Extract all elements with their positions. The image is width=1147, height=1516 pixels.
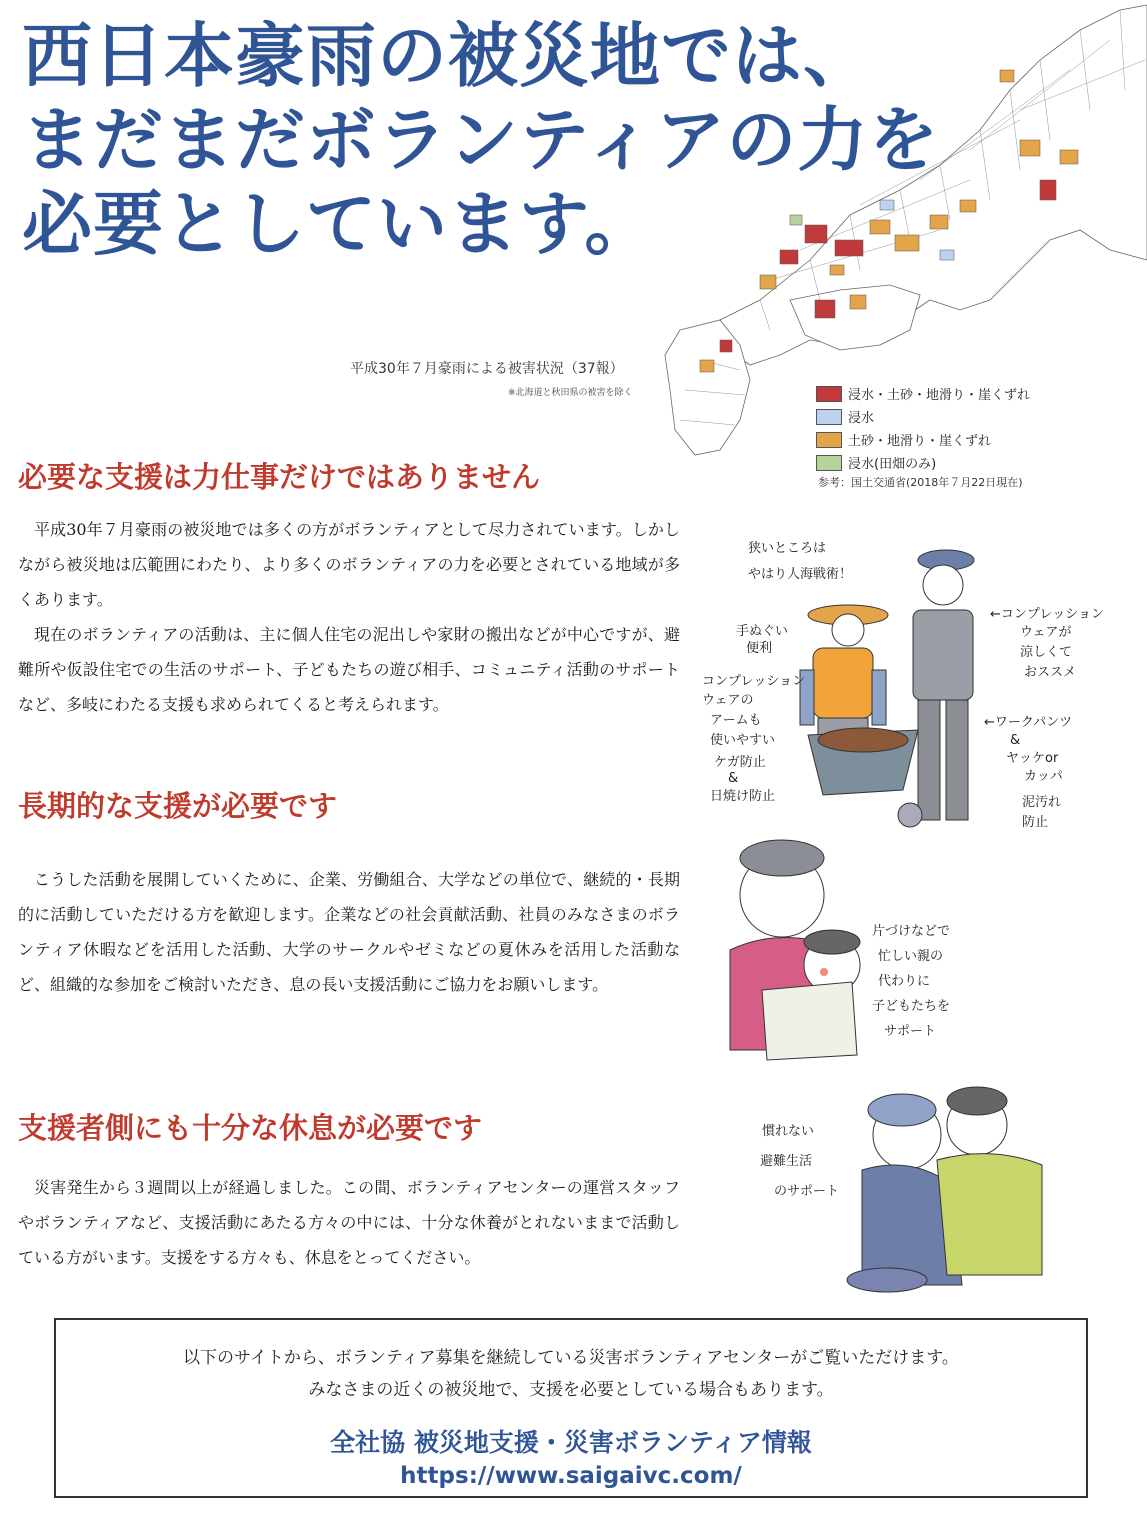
illus-label: 慣れない [762,1124,815,1139]
paragraph: こうした活動を展開していくために、企業、労働組合、大学などの単位で、継続的・長期的に活動していただける方を歓迎します。企業などの社会貢献活動、社員のみなさまのボランティア休暇などを活用した活動、大学のサークルやゼミなどの夏休みを活用した活動など、組織的な参加をご検討いただき、息の長い支援活動にご協力をお願いします。 [18,870,680,994]
legend-label: 浸水(田畑のみ) [848,457,937,472]
illus-label: カッパ [1024,769,1063,784]
legend-item [816,405,1030,428]
info-box [54,1318,1088,1498]
info-text-line-2: みなさまの近くの被災地で、支援を必要としている場合もあります。 [308,1380,834,1400]
legend-label: 浸水 [848,411,875,426]
illus-label: 片づけなどで [872,924,951,939]
info-site-url-link[interactable]: https://www.saigaivc.com/ [400,1463,742,1489]
illus-label: 忙しい親の [878,949,944,964]
illus-label: & [728,771,739,786]
section-title-long-term: 長期的な支援が必要です [18,789,338,823]
map-caption: 平成30年７月豪雨による被害状況（37報） [350,361,624,377]
illus-label: サポート [884,1024,937,1039]
section-title-support: 必要な支援は力仕事だけではありません [18,460,541,494]
map-note: ※北海道と秋田県の被害を除く [508,388,633,398]
map-source: 参考：国土交通省(2018年７月22日現在) [818,476,1023,489]
paragraph: 現在のボランティアの活動は、主に個人住宅の泥出しや家財の搬出などが中心ですが、避難所や仮設住宅での生活のサポート、子どもたちの遊び相手、コミュニティ活動のサポートなど、多岐にわたる支援も求められてくると考えられます。 [18,625,680,714]
illus-label: ウェアが [1020,625,1072,640]
legend-label: 浸水・土砂・地滑り・崖くずれ [848,388,1031,403]
illus-label: 泥汚れ [1022,795,1062,810]
illustration-child-support [712,830,1002,1070]
illus-label: ←ワークパンツ [984,715,1073,730]
illus-label: ウェアの [702,693,754,708]
illus-label: 狭いところは [748,541,827,556]
paragraph: 災害発生から３週間以上が経過しました。この間、ボランティアセンターの運営スタッフやボランティアなど、支援活動にあたる方々の中には、十分な休養がとれないままで活動している方がいます。支援をする方々も、休息をとってください。 [18,1178,680,1267]
illus-label: 防止 [1022,815,1049,830]
illus-label: & [1010,733,1021,748]
illustration-evacuee-support [752,1075,1072,1305]
illus-label: ←コンプレッション [990,607,1104,622]
legend-label: 土砂・地滑り・崖くずれ [848,434,992,449]
headline-line-2: まだまだボランティアの力を [22,99,940,181]
illus-label: 代わりに [878,974,931,989]
illus-label: 手ぬぐい [736,624,789,639]
legend-item [816,428,1030,451]
legend-swatch [816,409,842,425]
illus-label: ケガ防止 [714,755,766,770]
illus-label: 日焼け防止 [710,789,776,804]
illus-label: アームも [710,713,762,728]
illus-label: やはり人海戦術！ [748,567,853,582]
illus-label: おススメ [1024,665,1077,680]
info-text-line-1: 以下のサイトから、ボランティア募集を継続している災害ボランティアセンターがご覧いただけます。 [183,1348,959,1368]
illus-label: のサポート [774,1184,840,1199]
section-body-long-term [18,862,680,1002]
paragraph: 平成30年７月豪雨の被災地では多くの方がボランティアとして尽力されています。しかしながら被災地は広範囲にわたり、より多くのボランティアの力を必要とされている地域が多くあります。 [18,520,680,609]
legend-swatch [816,386,842,402]
illus-label: ヤッケor [1006,751,1059,766]
section-body-support [18,512,680,722]
illus-label: 子どもたちを [872,999,951,1014]
section-title-rest: 支援者側にも十分な休息が必要です [18,1111,483,1145]
illus-label: 使いやすい [710,733,776,748]
illus-label: コンプレッション [702,674,806,689]
section-body-rest [18,1170,680,1275]
legend-swatch [816,432,842,448]
illustration-volunteers [688,530,1128,860]
info-site-title[interactable]: 全社協 被災地支援・災害ボランティア情報 [330,1428,812,1457]
illus-label: 涼しくて [1020,645,1073,660]
legend-item [816,451,1030,474]
legend-item [816,382,1030,405]
map-legend [816,382,1030,474]
illus-label: 避難生活 [760,1154,813,1169]
headline-line-1: 西日本豪雨の被災地では、 [22,15,874,97]
headline-line-3: 必要としています。 [22,183,656,265]
illus-label: 便利 [746,641,773,656]
legend-swatch [816,455,842,471]
